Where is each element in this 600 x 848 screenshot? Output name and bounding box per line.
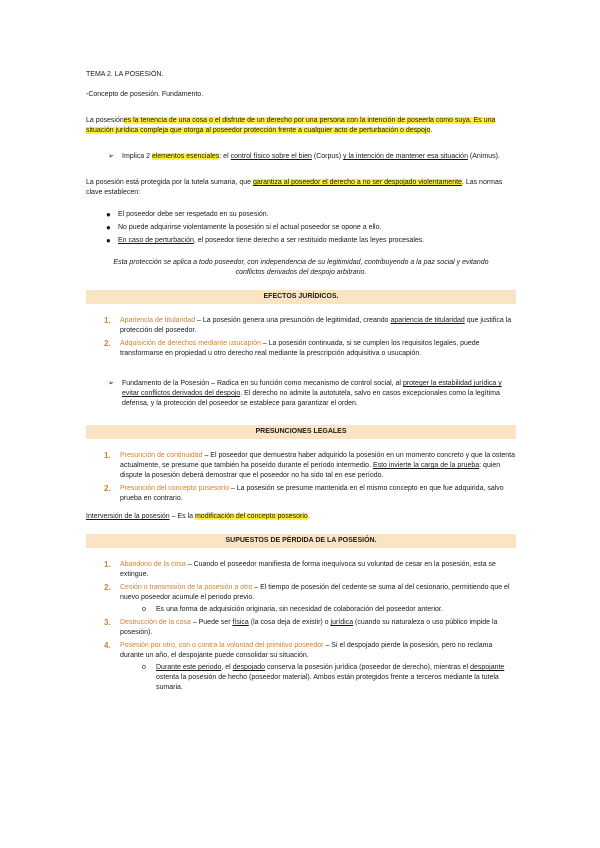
text-span: Fundamento de la Posesión – Radica en su función como mecanismo de control social, al [122,380,403,387]
list-item [104,484,516,504]
item-number: 2. [104,339,111,348]
underline-span: Esto invierte la carga de la prueba [372,462,480,469]
list-item [104,339,516,359]
bullet-icon: ● [106,223,111,232]
item-label: Posesión por otro, con o contra la voluntad del primitivo poseedor [120,642,324,649]
sub-list-item [142,605,516,615]
text-span: , el [221,664,233,671]
bullet-icon: ● [106,236,111,245]
list-item-text [120,316,516,336]
item-label: Adquisición de derechos mediante usucapión [120,340,261,347]
list-item-text: No puede adquirirse violentamente la posesión si el actual poseedor se opone a ello. [118,224,382,231]
italic-note: Esta protección se aplica a todo poseedor, con independencia de su legitimidad, contribuyendo a la paz social y evitando conflictos derivados del despojo arbitrario. [113,259,489,276]
text-span: (cuando su naturaleza o uso público impide la posesión). [120,619,498,636]
highlight-span: modificación del concepto posesorio [194,513,308,520]
intro-paragraph [86,116,516,136]
item-label: Abandono de la cosa [120,561,186,568]
text-span: – Es la [169,513,195,520]
text-span: ostenta la posesión de hecho (poseedor material). Ambos están protegidos frente a terceros mediante la tutela sumaria. [156,674,499,691]
tutela-paragraph [86,178,516,198]
item-label: Apariencia de titularidad [120,317,196,324]
bullet-icon: ● [106,210,111,219]
text-span: – El tiempo de posesión del cedente se suma al del cesionario, permitiendo que el nuevo poseedor acumule el periodo previo. [120,584,510,601]
item-number: 1. [104,451,111,460]
list-item [104,583,516,615]
fundamento-item [108,379,516,409]
item-number: 2. [104,484,111,493]
list-item-text [118,236,424,246]
efectos-list [86,316,516,359]
highlight-span: garantiza al poseedor el derecho a no ser despojado violentamente [252,179,462,186]
intro-highlight: es la tenencia de una cosa o el disfrute de un derecho por una persona con la intención de poseerla como suya. Es una situación jurídica compleja que otorga al poseedor protección frente a cualquier acto de perturbación o despojo [86,117,496,134]
arrow-bullet-icon: ➢ [108,153,114,160]
elements-item [108,152,516,162]
circle-bullet-icon: o [142,606,146,613]
sub-list [120,663,516,693]
list-item [106,223,516,233]
list-item-text [120,641,516,693]
text-span: conserva la posesión jurídica (poseedor de derecho), mientras el [265,664,471,671]
text-span: – Si el despojado pierde la posesión, pero no reclama durante un año, el despojante puede consolidar su situación. [120,642,493,659]
page-title: TEMA 2. LA POSESIÓN. [86,71,164,78]
list-item [104,560,516,580]
list-item [104,316,516,336]
underline-span: apariencia de titularidad [390,317,465,324]
underline-span: Interversión de la posesión [86,513,170,520]
highlight-span: elementos esenciales [151,153,220,160]
intro-text: La posesión [86,117,124,124]
item-label: Presunción de continuidad [120,452,203,459]
list-item [106,236,516,246]
list-item-text [120,583,516,615]
underline-span: En caso de perturbación [118,237,194,244]
text-span: que justifica la protección del poseedor. [120,317,512,334]
list-item-text [120,618,516,638]
presunciones-list [86,451,516,504]
intro-end: . [430,127,433,134]
list-item-text [120,339,516,359]
perdida-list [86,560,516,693]
circle-bullet-icon: o [142,664,146,671]
text-span: : quien dispute la posesión deberá demostrar que el poseedor no ha sido tal en ese período. [120,462,501,479]
list-item-text [120,451,516,481]
document-body [86,70,516,701]
text-span: . Las normas clave establecen: [86,179,503,196]
text-span: – Puede ser [190,619,233,626]
text-span: – Cuando el poseedor manifiesta de forma inequívoca su voluntad de cesar en la posesión, esta se extingue. [120,561,496,578]
item-number: 1. [104,560,111,569]
text-span: (Corpus) [311,153,344,160]
sub-list-item [142,663,516,693]
item-number: 2. [104,583,111,592]
fundamento-text [122,379,516,409]
sub-item-text: Es una forma de adquisición originaria, sin necesidad de colaboración del poseedor anterior. [156,606,443,613]
spacer [86,367,516,379]
sub-item-text [156,663,516,693]
text-span: . El derecho no admite la autotutela, salvo en casos excepcionales como la legítima defensa, y la protección del poseedor se establece para garantizar el orden. [122,390,500,407]
section-header-efectos: EFECTOS JURÍDICOS. [86,290,516,304]
text-span: La posesión está protegida por la tutela sumaria, que [86,179,253,186]
elements-text [122,152,500,162]
underline-span: física [232,619,249,626]
list-item-text [120,560,516,580]
section-header-presunciones: PRESUNCIONES LEGALES [86,425,516,439]
section-header-perdida: SUPUESTOS DE PÉRDIDA DE LA POSESIÓN. [86,534,516,548]
item-number: 1. [104,316,111,325]
list-item [104,618,516,638]
text-span: – El poseedor que demuestra haber adquirido la posesión en un momento concreto y que la ostenta actualmente, se presume que también ha poseído durante el período intermedio. [120,452,515,469]
item-number: 4. [104,641,111,650]
underline-span: Durante este periodo [156,664,222,671]
text-span: – La posesión continuada, si se cumplen los requisitos legales, puede transformarse en propiedad u otro derecho real mediante la prescripción adquisitiva o usucapión. [120,340,480,357]
item-label: Presunción del concepto posesorio [120,485,229,492]
text-span: (Animus). [467,153,500,160]
list-item [104,451,516,481]
underline-span: despojante [470,664,505,671]
text-span: – La posesión genera una presunción de legitimidad, creando [195,317,391,324]
underline-span: control físico sobre el bien [230,153,312,160]
underline-span: despojado [232,664,265,671]
arrow-bullet-icon: ➢ [108,380,114,387]
text-span: . [307,513,310,520]
list-item-text [120,484,516,504]
underline-span: jurídica [330,619,354,626]
text-span: : el [219,153,231,160]
norms-list [86,210,516,246]
item-number: 3. [104,618,111,627]
text-span: , el poseedor tiene derecho a ser restituido mediante las leyes procesales. [193,237,425,244]
text-span: – La posesión se presume mantenida en el mismo concepto en que fue adquirida, salvo prueba en contrario. [120,485,504,502]
list-item-text: El poseedor debe ser respetado en su posesión. [118,211,269,218]
text-span: (la cosa deja de existir) o [248,619,331,626]
sub-list [120,605,516,615]
list-item [104,641,516,693]
item-label: Cesión o transmisión de la posesión a otro [120,584,253,591]
text-span: Implica 2 [122,153,152,160]
underline-span: proteger la estabilidad jurídica y evitar conflictos derivados del despojo [122,380,502,397]
subtitle: -Concepto de posesión. Fundamento. [86,91,204,98]
list-item [106,210,516,220]
interversion-paragraph [86,512,516,522]
underline-span: y la intención de mantener esa situación [343,153,468,160]
item-label: Destrucción de la cosa [120,619,191,626]
